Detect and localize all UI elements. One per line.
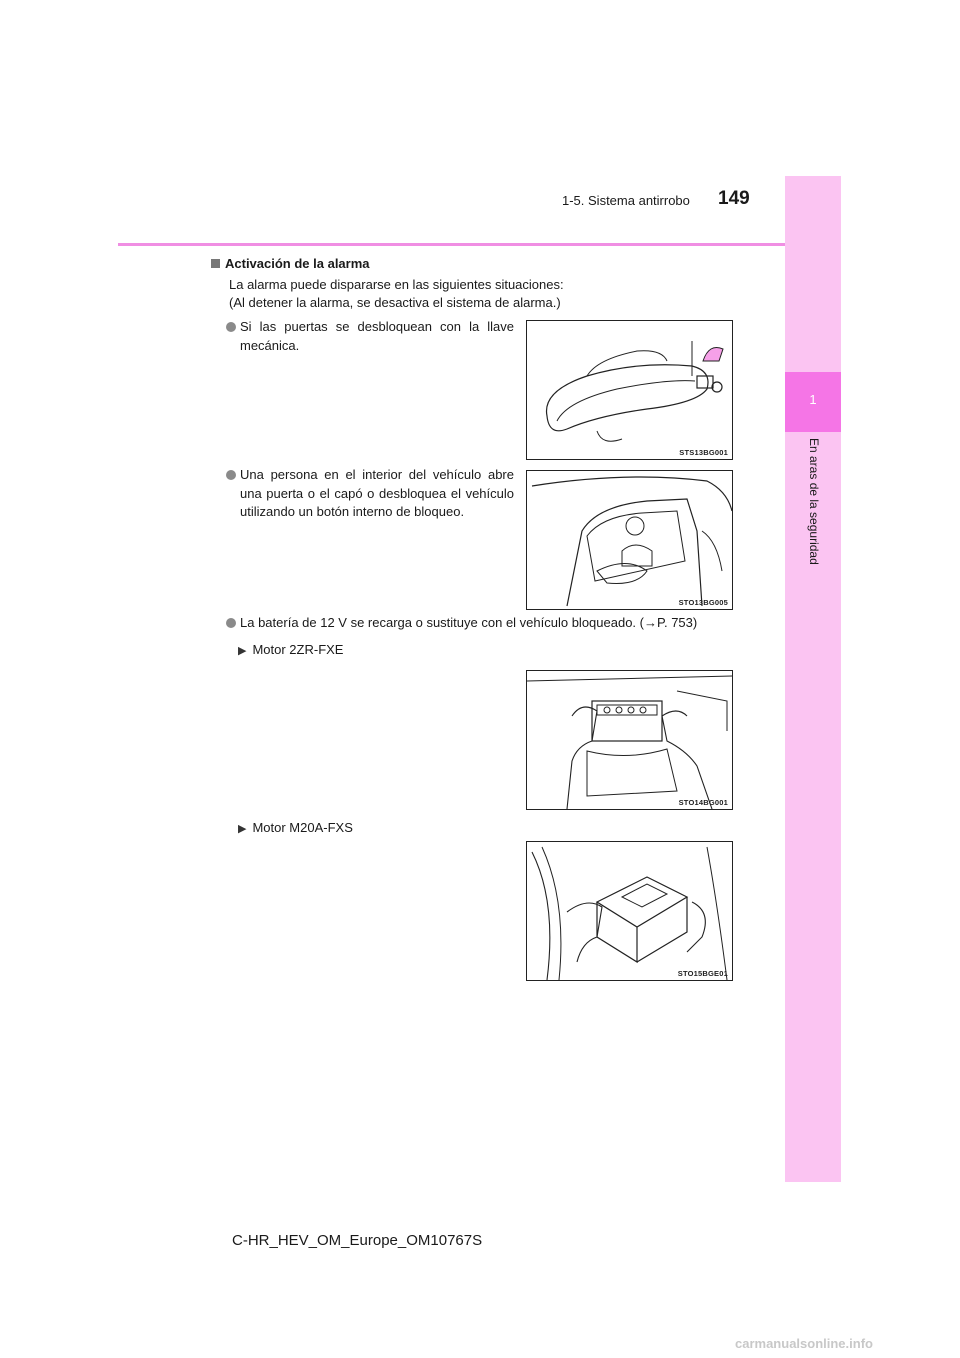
bullet-item: [226, 466, 514, 522]
figure-code: STO14BG001: [678, 798, 728, 807]
watermark: carmanualsonline.info: [735, 1336, 873, 1351]
person-in-car-illustration: [527, 471, 732, 609]
subitem-engine: [238, 642, 343, 657]
triangle-right-icon: ▶: [238, 823, 247, 835]
figure-battery-m20a: [526, 841, 733, 981]
chapter-title-text: En aras de la seguridad: [807, 438, 821, 565]
bullet-dot-icon: [226, 322, 236, 332]
bullet-dot-icon: [226, 470, 236, 480]
section-heading: [211, 256, 370, 271]
document-id: C-HR_HEV_OM_Europe_OM10767S: [232, 1232, 483, 1249]
chapter-number: 1: [809, 392, 817, 407]
section-heading-text: Activación de la alarma: [225, 256, 370, 271]
subitem-engine: [238, 820, 353, 835]
chapter-title: [785, 438, 841, 588]
figure-person-in-car: [526, 470, 733, 610]
bullet-item: [226, 318, 514, 355]
header-rule: [118, 243, 785, 246]
figure-code: STS13BG001: [679, 448, 728, 457]
triangle-right-icon: ▶: [238, 645, 247, 657]
chapter-sidebar: [785, 176, 841, 1182]
figure-battery-2zr: [526, 670, 733, 810]
page-number: 149: [718, 188, 750, 209]
figure-code: STO13BG005: [678, 598, 728, 607]
figure-door-handle: [526, 320, 733, 460]
intro-line-1: La alarma puede dispararse en las siguientes situaciones:: [229, 277, 564, 292]
bullet-dot-icon: [226, 618, 236, 628]
square-bullet-icon: [211, 259, 220, 268]
battery-m20a-illustration: [527, 842, 732, 980]
door-handle-illustration: [527, 321, 732, 459]
bullet-text: Si las puertas se desbloquean con la llave mecánica.: [240, 319, 514, 353]
section-title: 1-5. Sistema antirrobo: [562, 193, 690, 208]
bullet-item: [226, 614, 746, 633]
subitem-text: Motor 2ZR-FXE: [252, 642, 344, 657]
bullet-text: La batería de 12 V se recarga o sustituye con el vehículo bloqueado. (→P. 753): [240, 615, 698, 630]
subitem-text: Motor M20A-FXS: [252, 820, 353, 835]
battery-2zr-illustration: [527, 671, 732, 809]
intro-line-2: (Al detener la alarma, se desactiva el sistema de alarma.): [229, 295, 561, 310]
figure-code: STO15BGE01: [677, 969, 728, 978]
bullet-text: Una persona en el interior del vehículo abre una puerta o el capó o desbloquea el vehículo utilizando un botón interno de bloqueo.: [240, 467, 514, 519]
